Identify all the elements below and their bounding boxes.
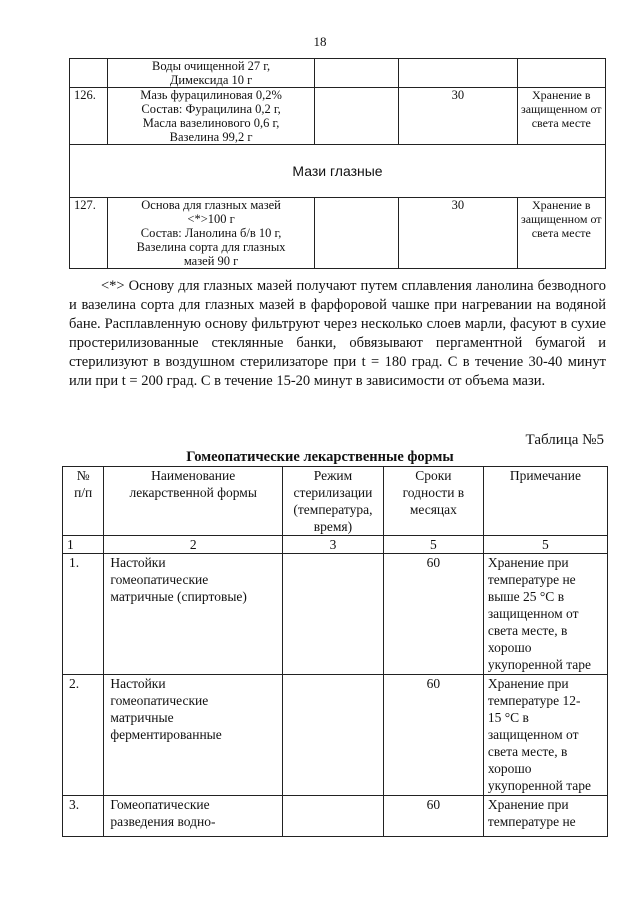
shelf-life-cell: 60 (383, 675, 483, 796)
homeopathic-table (62, 466, 608, 837)
note-cell: Хранение в защищенном от света месте (517, 88, 605, 145)
note-cell: Хранение при температуре 12- 15 °С в защищенном от света месте, в хорошо укупоренной таре (483, 675, 607, 796)
note-cell: Хранение при температуре не (483, 796, 607, 837)
row-number: 127. (70, 198, 108, 269)
header-row (63, 467, 608, 536)
composition-cell: Мазь фурацилиновая 0,2% Состав: Фурацилина 0,2 г, Масла вазелинового 0,6 г, Вазелина 99,2 г (107, 88, 315, 145)
page-number: 18 (313, 34, 327, 49)
top-table (69, 58, 606, 269)
sterilization-cell (283, 796, 384, 837)
row-number: 1. (63, 554, 104, 675)
composition-cell: Основа для глазных мазей <*>100 г Состав: Ланолина б/в 10 г, Вазелина сорта для глазных мазей 90 г (107, 198, 315, 269)
shelf-life-cell: 30 (399, 88, 517, 145)
row-number: 126. (70, 88, 108, 145)
header-number: № п/п (63, 467, 104, 536)
table-row (63, 675, 608, 796)
header-name: Наименование лекарственной формы (104, 467, 283, 536)
row-number: 2. (63, 675, 104, 796)
header-sterilization: Режим стерилизации (температура, время) (283, 467, 384, 536)
shelf-life-cell: 60 (383, 796, 483, 837)
form-name-cell: Настойки гомеопатические матричные ферментированные (104, 675, 283, 796)
sterilization-cell (315, 88, 399, 145)
shelf-life-cell: 60 (383, 554, 483, 675)
sterilization-cell (315, 198, 399, 269)
table-row (63, 554, 608, 675)
table-row (70, 88, 606, 145)
row-number: 3. (63, 796, 104, 837)
section-title: Мази глазные (70, 145, 606, 198)
table-caption: Таблица №5 (525, 432, 604, 448)
composition-cell: Воды очищенной 27 г, Димексида 10 г (107, 59, 315, 88)
header-note: Примечание (483, 467, 607, 536)
table-row (63, 796, 608, 837)
form-name-cell: Гомеопатические разведения водно- (104, 796, 283, 837)
column-number-row (63, 536, 608, 554)
header-shelf-life: Сроки годности в месяцах (383, 467, 483, 536)
note-cell (517, 59, 605, 88)
note-cell: Хранение при температуре не выше 25 °С в защищенном от света месте, в хорошо укупоренной таре (483, 554, 607, 675)
table-title: Гомеопатические лекарственные формы (186, 449, 454, 465)
table-row (70, 198, 606, 269)
sterilization-cell (283, 675, 384, 796)
column-number: 3 (283, 536, 384, 554)
column-number: 2 (104, 536, 283, 554)
sterilization-cell (283, 554, 384, 675)
table-row (70, 59, 606, 88)
row-number (70, 59, 108, 88)
section-row (70, 145, 606, 198)
shelf-life-cell (399, 59, 517, 88)
column-number: 1 (63, 536, 104, 554)
shelf-life-cell: 30 (399, 198, 517, 269)
footnote-paragraph: <*> Основу для глазных мазей получают путем сплавления ланолина безводного и вазелина сорта для глазных мазей в фарфоровой чашке при нагревании на водяной бане. Расплавленную основу фильтруют через несколько слоев марли, фасуют в сухие простерилизованные стеклянные банки, обвязывают пергаментной бумагой и стерилизуют в воздушном стерилизаторе при t = 180 град. С в течение 30-40 минут или при t = 200 град. С в течение 15-20 минут в зависимости от объема мази. (69, 278, 606, 389)
column-number: 5 (383, 536, 483, 554)
column-number: 5 (483, 536, 607, 554)
form-name-cell: Настойки гомеопатические матричные (спиртовые) (104, 554, 283, 675)
sterilization-cell (315, 59, 399, 88)
note-cell: Хранение в защищенном от света месте (517, 198, 605, 269)
